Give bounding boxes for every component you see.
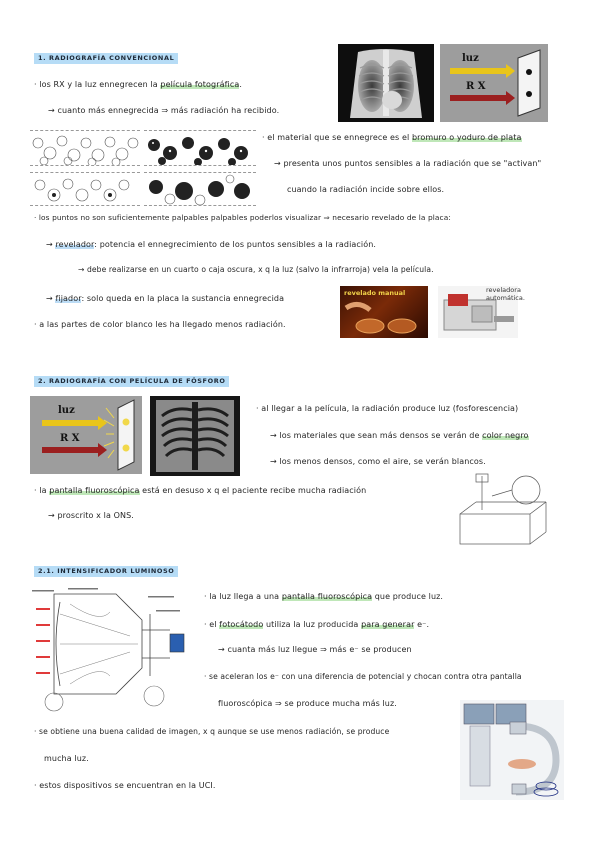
s2-line-4: · la pantalla fluoroscópica está en desuso x q el paciente recibe mucha radiación bbox=[34, 486, 367, 495]
s1-line-2: → cuanto más ennegrecida ⇒ más radiación ha recibido. bbox=[48, 106, 280, 115]
s3-line-8: · estos dispositivos se encuentran en la UCI. bbox=[34, 781, 216, 790]
phosphor-plate-icon bbox=[100, 398, 140, 472]
automatic-developer-label: reveladora automática. bbox=[486, 286, 525, 302]
s3-line-1: · la luz llega a una pantalla fluoroscópica que produce luz. bbox=[204, 592, 444, 601]
s1-line-1: · los RX y la luz ennegrecen la película fotográfica. bbox=[34, 80, 242, 89]
s1-line-9: → fijador: solo queda en la placa la sustancia ennegrecida bbox=[46, 294, 285, 303]
grains-diagram-1 bbox=[30, 130, 140, 166]
s3-line-5: fluoroscópica ⇒ se produce mucha más luz. bbox=[218, 699, 397, 708]
s1-line-4: → presenta unos puntos sensibles a la radiación que se "activan" bbox=[274, 159, 542, 168]
s3-line-6: · se obtiene una buena calidad de imagen, x q aunque se use menos radiación, se produce bbox=[34, 727, 390, 736]
manual-developing-label: revelado manual bbox=[344, 289, 406, 297]
s1-line-7: → revelador: potencia el ennegrecimiento de los puntos sensibles a la radiación. bbox=[46, 240, 377, 249]
s1-line-3: · el material que se ennegrece es el bromuro o yoduro de plata bbox=[262, 133, 522, 142]
grains-diagram-2 bbox=[144, 130, 256, 166]
light-rx-film-diagram bbox=[440, 44, 548, 122]
section-3-header: 2.1. INTENSIFICADOR LUMINOSO bbox=[34, 566, 178, 577]
s1-line-6: · los puntos no son suficientemente palpables palpables poderlos visualizar ⇒ necesario revelado de la placa: bbox=[34, 213, 451, 222]
s1-line-10: · a las partes de color blanco les ha llegado menos radiación. bbox=[34, 320, 286, 329]
chest-xray-image bbox=[338, 44, 434, 122]
rx-label-2: R X bbox=[60, 433, 80, 444]
luz-label-2: luz bbox=[58, 405, 75, 416]
grains-diagram-4 bbox=[144, 172, 256, 206]
film-plate-icon bbox=[514, 48, 544, 118]
manual-developing-photo bbox=[340, 286, 428, 338]
s3-line-4: · se aceleran los e⁻ con una diferencia de potencial y chocan contra otra pantalla bbox=[204, 672, 522, 681]
s3-line-3: → cuanta más luz llegue ⇒ más e⁻ se producen bbox=[218, 645, 412, 654]
s1-line-5: cuando la radiación incide sobre ellos. bbox=[287, 185, 445, 194]
luz-label: luz bbox=[462, 53, 479, 64]
light-arrow bbox=[450, 68, 508, 74]
grains-diagram-3 bbox=[30, 172, 140, 206]
rx-label: R X bbox=[466, 81, 486, 92]
image-intensifier-diagram bbox=[30, 584, 194, 716]
s2-line-3: → los menos densos, como el aire, se verán blancos. bbox=[270, 457, 486, 466]
s3-line-2: · el fotocátodo utiliza la luz producida para generar e⁻. bbox=[204, 620, 430, 629]
s2-line-2: → los materiales que sean más densos se verán de color negro bbox=[270, 431, 529, 440]
fluoroscope-sketch bbox=[452, 470, 562, 550]
s2-line-1: · al llegar a la película, la radiación produce luz (fosforescencia) bbox=[256, 404, 519, 413]
s3-line-7: mucha luz. bbox=[44, 754, 89, 763]
phosphor-diagram bbox=[30, 396, 142, 474]
section-1-header: 1. RADIOGRAFÍA CONVENCIONAL bbox=[34, 53, 178, 64]
light-arrow-2 bbox=[42, 420, 100, 426]
c-arm-equipment-photo bbox=[460, 700, 564, 800]
rx-arrow-2 bbox=[42, 447, 100, 453]
s1-line-8: → debe realizarse en un cuarto o caja oscura, x q la luz (salvo la infrarroja) vela la película. bbox=[78, 265, 434, 274]
ribcage-xray-image bbox=[150, 396, 240, 476]
s2-line-5: → proscrito x la ONS. bbox=[48, 511, 134, 520]
section-2-header: 2. RADIOGRAFÍA CON PELÍCULA DE FÓSFORO bbox=[34, 376, 229, 387]
rx-arrow bbox=[450, 95, 508, 101]
